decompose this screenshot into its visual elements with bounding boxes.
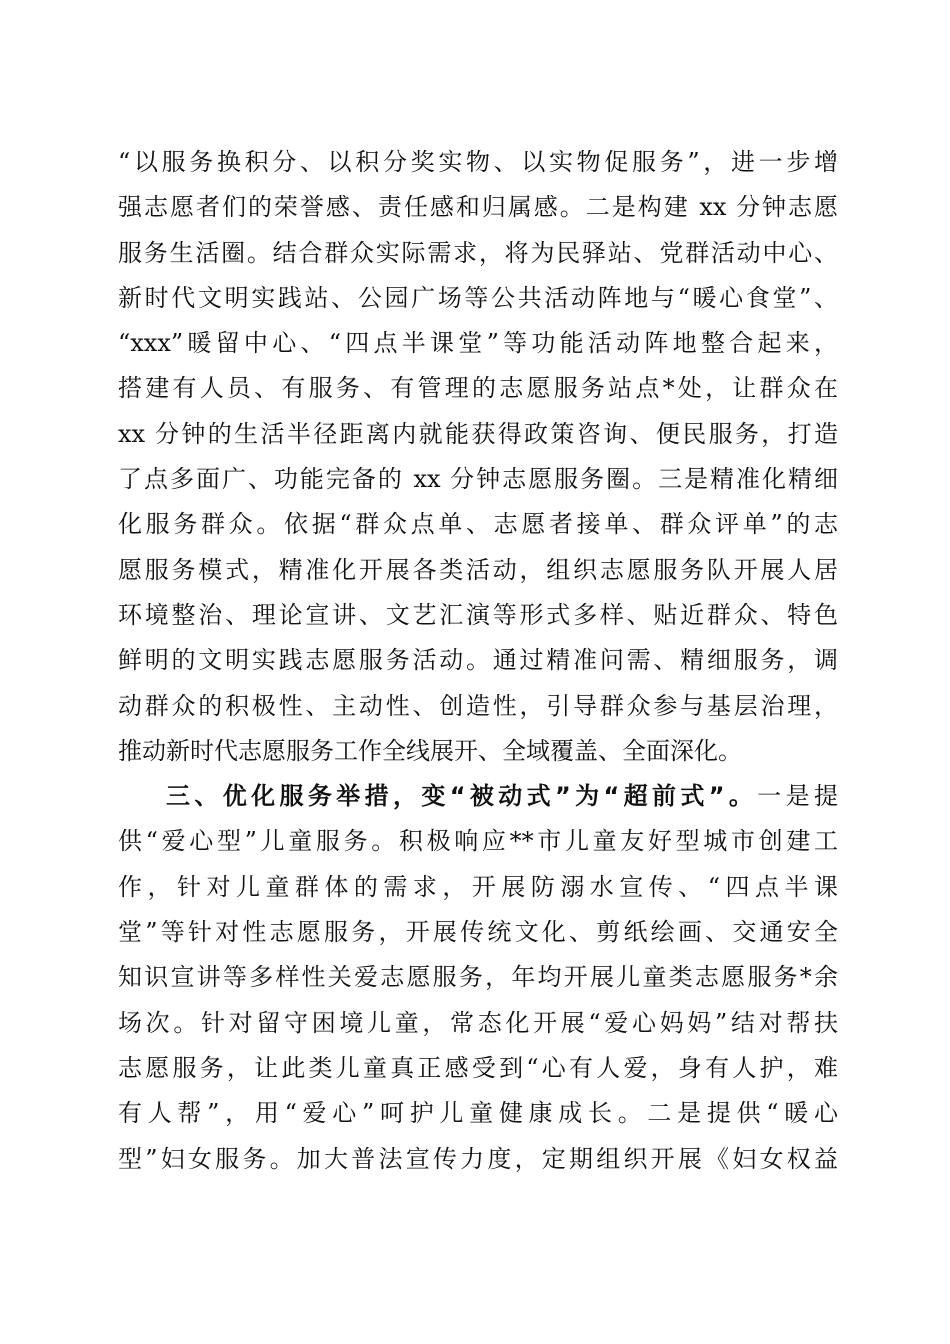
paragraph-line: 愿服务模式，精准化开展各类活动，组织志愿服务队开展人居 (118, 555, 838, 584)
paragraph-line: 强志愿者们的荣誉感、责任感和归属感。二是构建 xx 分钟志愿 (118, 193, 838, 222)
paragraph-line: “xxx”暖留中心、“四点半课堂”等功能活动阵地整合起来， (118, 329, 838, 358)
paragraph-line: 型”妇女服务。加大普法宣传力度，定期组织开展《妇女权益 (118, 1144, 838, 1173)
heading-line-continuation: 一是提 (757, 782, 838, 811)
paragraph-line: 了点多面广、功能完备的 xx 分钟志愿服务圈。三是精准化精细 (118, 465, 838, 494)
paragraph-line: 鲜明的文明实践志愿服务活动。通过精准问需、精细服务，调 (118, 646, 838, 675)
paragraph-line: 推动新时代志愿服务工作全线展开、全域覆盖、全面深化。 (118, 736, 742, 765)
body-text (118, 140, 838, 1182)
paragraph-line: 化服务群众。依据“群众点单、志愿者接单、群众评单”的志 (118, 510, 838, 539)
paragraph-line: 志愿服务，让此类儿童真正感受到“心有人爱，身有人护，难 (118, 1053, 838, 1082)
paragraph-line: 服务生活圈。结合群众实际需求，将为民驿站、党群活动中心、 (118, 238, 838, 267)
paragraph-line: 环境整治、理论宣讲、文艺汇演等形式多样、贴近群众、特色 (118, 600, 838, 629)
paragraph-line: “以服务换积分、以积分奖实物、以实物促服务”，进一步增 (118, 148, 838, 176)
section-heading: 三、优化服务举措，变“被动式”为“超前式”。 (166, 782, 758, 811)
paragraph-line: xx 分钟的生活半径距离内就能获得政策咨询、便民服务，打造 (118, 419, 838, 448)
paragraph-line: 堂”等针对性志愿服务，开展传统文化、剪纸绘画、交通安全 (118, 918, 838, 947)
paragraph-line: 动群众的积极性、主动性、创造性，引导群众参与基层治理， (118, 691, 838, 720)
paragraph-line: 知识宣讲等多样性关爱志愿服务，年均开展儿童类志愿服务*余 (118, 963, 838, 992)
paragraph-line: 作，针对儿童群体的需求，开展防溺水宣传、“四点半课 (118, 872, 838, 901)
paragraph-line: 有人帮”，用“爱心”呵护儿童健康成长。二是提供“暖心 (118, 1099, 838, 1128)
section-heading-line (118, 774, 838, 819)
paragraph-optimize-service-measures (118, 774, 838, 1182)
paragraph-line: 供“爱心型”儿童服务。积极响应**市儿童友好型城市创建工 (118, 827, 838, 856)
paragraph-line: 搭建有人员、有服务、有管理的志愿服务站点*处，让群众在 (118, 374, 838, 403)
paragraph-volunteer-service-circle (118, 140, 838, 774)
paragraph-line: 新时代文明实践站、公园广场等公共活动阵地与“暖心食堂”、 (118, 283, 838, 312)
paragraph-line: 场次。针对留守困境儿童，常态化开展“爱心妈妈”结对帮扶 (118, 1008, 838, 1037)
